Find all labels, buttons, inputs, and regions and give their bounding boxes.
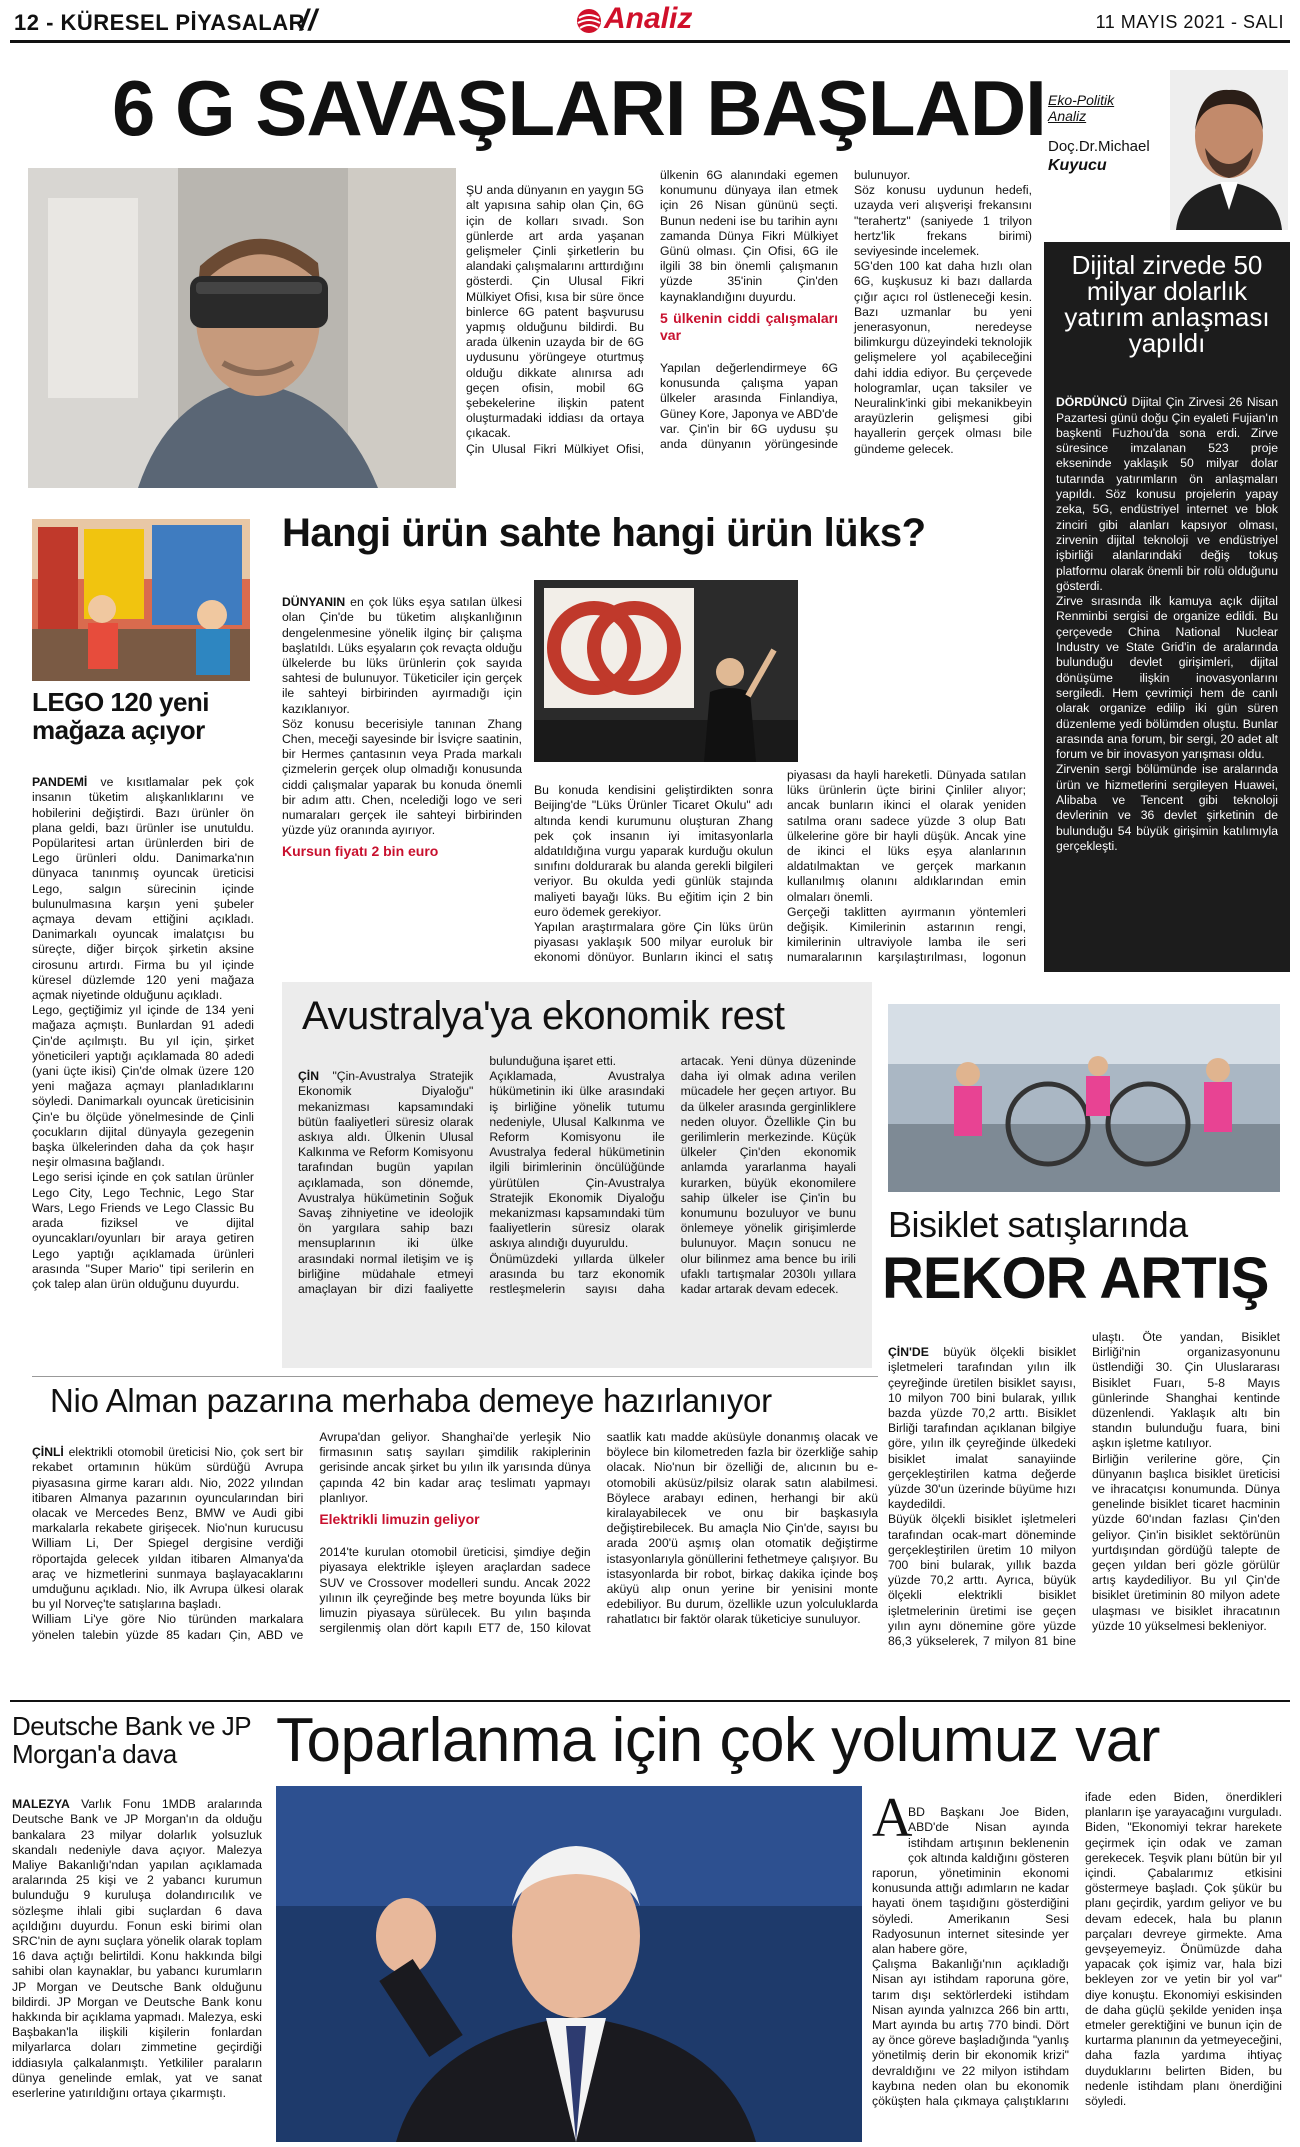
author-box bbox=[1042, 66, 1292, 236]
main-body-part2: Yapılan değerlendirmeye 6G konusunda çalışma yapan ülkeler arasında Finlandiya, Güney Kore, Japonya ve ABD'de var. Çin'in bir 6G uydusu şu anda dünyanın yörüngesinde bulunuyor. Söz konusu uydunun hedefi, uzayda veri alışverişi frekansını "terahertz" (saniyede 1 trilyon hertz'lik frekans birimi) seviyesinde incelemek. 5G'den 100 kat daha hızlı olan 6G, kuşkusuz ki bazı dallarda çığır açıcı rol üstleneceği kesin. Bazı uzmanlar bu yeni jenerasyonun, neredeyse bilimkurgu düzeyindeki teknolojik gelişmelere yol açabileceğini dahi iddia ediyor. Bu çerçevede hologramlar, uçan taksiler ve Neuralink'inki gibi mekanikbeyin arayüzlerin gelişmesi gibi hayallerin gerçek olması bile gündeme gelecek. bbox=[660, 168, 1032, 456]
sahte-body-left bbox=[282, 580, 522, 935]
main-subhead: 5 ülkenin ciddi çalışmaları var bbox=[660, 309, 838, 343]
toparlanma-dropcap: A bbox=[872, 1787, 913, 1849]
lego-store-image bbox=[32, 519, 250, 681]
dijital-lead: DÖRDÜNCÜ bbox=[1056, 395, 1128, 410]
lego-photo bbox=[32, 519, 250, 681]
page-header: 12 - KÜRESEL PİYASALAR // Analiz 11 MAYIS 2021 - SALI bbox=[0, 0, 1300, 44]
sahte-body-text: en çok lüks eşya satılan ülkesi olan Çin'de bu tüketim alışkanlığının dengelenmesine yönelik ilginç bir çalışma başlatıldı. Lüks eşyaların çok revaçta olduğu ülkelerde bu lüks ürünlerin çok sayıda sahtesi de bulunuyor. Tüketiciler için gerçek ile sahteyi birbirinden ayırmadığı için kazıklanıyor. Söz konusu becerisiyle tanınan Zhang Chen, meceği sayesinde bir İsviçre saatinin, bir Hermes çantasının veya Prada markalı çizmelerin gerçek olup olmadığı konusunda ciddi çalışmalar yaparak bu konuda önemli bir adım attı. Chen, ncelediği logo ve seri numaraları gerçek ile sahteyi birbirinden yüzde yüz oranında ayırıyor. bbox=[282, 595, 522, 838]
deutsche-rule-top bbox=[10, 1700, 1290, 1702]
biden-photo bbox=[276, 1786, 862, 2142]
dijital-box bbox=[1044, 242, 1290, 972]
sahte-headline: Hangi ürün sahte hangi ürün lüks? bbox=[282, 511, 926, 555]
deutsche-body bbox=[12, 1782, 262, 2138]
header-rule bbox=[10, 40, 1290, 43]
avustralya-headline: Avustralya'ya ekonomik rest bbox=[302, 994, 785, 1038]
author-photo bbox=[1170, 70, 1288, 230]
lego-headline: LEGO 120 yeni mağaza açıyor bbox=[32, 687, 210, 745]
bicycle-factory-image bbox=[888, 1004, 1280, 1192]
dijital-body-text: Dijital Çin Zirvesi 26 Nisan Pazartesi günü doğu Çin eyaleti Fujian'ın başkenti Fuzhou'da sona erdi. Zirve süresince imzalanan 523 proje ekseninde yaklaşık 50 milyar dolar tutarında yatırımların ön anlaşmaları yapıldı. Söz konusu projelerin yapay zeka, 5G, endüstriyel internet ve blok zinciri gibi alanları kapsıyor olması, zirvenin dijital teknoloji ve endüstriyel işbirliği alanlarındaki değiş tokuş platformu olarak önemli bir rolü olduğunu gösterdi. Zirve sırasında ilk kamuya açık dijital Renminbi sergisi de organize edildi. Bu çerçevede China National Nuclear Industry ve State Grid'in de aralarında bulunduğu devlet girişimleri, dijital dönüşüme ilişkin inovasyonlarını sergiledi. Hem çevrimiçi hem de canlı olarak organize edilip iki gün süren düzenleme yedi bölümden oluştu. Bunlar arasında ana forum, bir sergi, 20 adet alt forum ve bir inovasyon yarışması oldu. Zirvenin sergi bölümünde ise aralarında ürün ve hizmetlerini sergileyen Huawei, Alibaba ve Tencent gibi teknoloji devlerinin ve 36 devlet şirketinin de bulunduğu 54 büyük girişimin katılımıyla gerçekleşti. bbox=[1056, 395, 1278, 853]
avustralya-body bbox=[298, 1054, 856, 1362]
dijital-headline: Dijital zirvede 50 milyar dolarlık yatırım anlaşması yapıldı bbox=[1064, 250, 1270, 358]
main-photo bbox=[28, 168, 456, 488]
vr-headset-man-image bbox=[28, 168, 456, 488]
bisiklet-headline-2: REKOR ARTIŞ bbox=[882, 1246, 1269, 1311]
bisiklet-headline-1: Bisiklet satışlarında bbox=[888, 1204, 1188, 1245]
toparlanma-headline: Toparlanma için çok yolumuz var bbox=[276, 1706, 1160, 1775]
sahte-lead: DÜNYANIN bbox=[282, 595, 346, 610]
nio-lead: ÇİNLİ bbox=[32, 1445, 64, 1460]
deutsche-headline: Deutsche Bank ve JP Morgan'a dava bbox=[12, 1711, 251, 1769]
logo-globe-icon bbox=[576, 8, 602, 34]
bisiklet-body-text: büyük ölçekli bisiklet işletmeleri tarafından yılın ilk çeyreğinde üretilen bisiklet sayısı, 10 milyon 700 bini bularak, yıllık bazda yüzde 70,2 arttı. Bisiklet Birliği tarafından açıklanan bilgiye göre, yılın ilk çeyreğinde ülkedeki bisiklet imalat sanayiinde gerçekleştirilen katma değerde yüzde 30'un üzerinde büyüme hızı kaydedildi. Büyük ölçekli bisiklet işletmeleri tarafından ocak-mart döneminde gerçekleştirilen üretim 10 milyon 700 bini bularak, yıllık bazda yüzde 70,2 arttı. Ayrıca, büyük ölçekli elektrikli bisiklet işletmelerinin üretimi ise geçen yılın aynı dönemine göre yüzde 86,3 yükselerek, 7 milyon 81 bine ulaştı. Öte yandan, Bisiklet Birliği'nin organizasyonunu üstlendiği 30. Çin Uluslararası Bisiklet Fuarı, 5-8 Mayıs günlerinde Shanghai kentinde düzenlendi. Yaklaşık altı bin standın bulunduğu fuara, bini aşkın işletme katılıyor. Birliğin verilerine göre, Çin dünyanın başlıca bisiklet üreticisi ve ihracatçısı konumunda. Dünya genelinde bisiklet ticaret hacminin yüzde 60'ından fazlası Çin'den geliyor. Çin'in bisiklet sektörünün yurtdışından gördüğü talepte de geçen yıldan beri gözle görülür artış kaydediliyor. Bu yıl Çin'de bisiklet üretiminin 80 milyon adete ulaşması ve bisiklet ihracatının yüzde 10 yükselmesi bekleniyor. bbox=[888, 1330, 1280, 1649]
date-label: 11 MAYIS 2021 - SALI bbox=[1095, 12, 1284, 32]
toparlanma-dropcap-spacer bbox=[872, 1805, 908, 1851]
section-slashes: // bbox=[300, 4, 317, 37]
deutsche-body-text: Varlık Fonu 1MDB aralarında Deutsche Bank ve JP Morgan'ın da olduğu bankalara 23 milyar dolarlık yolsuzluk skandalı nedeniyle dava açıyor. Malezya Maliye Bakanlığı'ndan yapılan açıklamada aralarında 25 kişi ve 2 yabancı kurumun bulunduğu 9 kuruluşa dolandırıcılık ve sözleşme ihlali gibi suçlardan 6 dava açıldığını duyurdu. Fonun eski birimi olan SRC'nin de aynı suçlara yönelik olarak toplam 16 dava açtığı belirtildi. Konu hakkında bilgi sahibi olan kaynaklar, bu yabancı kurumların JP Morgan ve Deutsche Bank olduğunu bildirdi. JP Morgan ve Deutsche Bank konu hakkında bir açıklama yapmadı. Malezya, eski Başbakan'la ilişkili kişilerin fonlardan milyarlarca doları zimmetine geçirdiği iddiasıyla çalkalanmıştı. Yetkililer paraların dünya genelinde emlak, yat ve sanat eserlerine yatırıldığını ortaya çıkarmıştı. bbox=[12, 1797, 262, 2101]
main-body-part1: ŞU anda dünyanın en yaygın 5G alt yapısına sahip olan Çin, 6G için de kolları sıvadı. Son günlerde art arda yaşanan gelişmeler Çinli şirketlerin bu alandaki çalışmalarını arttırdığını gösterdi. Çin Ulusal Fikri Mülkiyet Ofisi, kısa bir süre önce binlerce 6G patent başvurusu yapmış olduğunu bildirdi. Bu arada ülkenin uzayda bir de 6G uydusunu yörüngeye oturtmuş olduğu dikkate alınırsa adı geçen ofisin, mobil 6G şebekelerine ilişkin patent oluşturmadaki iddiası da ortaya çıkacak. Çin Ulusal Fikri Mülkiyet Ofisi, ülkenin 6G alanındaki egemen konumunu dünyaya ilan etmek için 26 Nisan gününü seçti. Bunun nedeni ise bu tarihin aynı zamanda Dünya Fikri Mülkiyet Günü olması. Çin Ofisi, 6G ile ilgili 38 bin önemli çalışmanın yüzde 35'inin Çin'den kaynaklandığını duyurdu. bbox=[466, 168, 838, 456]
nio-body-text: elektrikli otomobil üreticisi Nio, çok sert bir rekabet ortamının hüküm sürdüğü Avrupa piyasasına girme kararı aldı. Nio, 2022 yılından itibaren Almanya pazarının oyuncularından biri olacak ve Mercedes Benz, BMW ve Audi gibi markalarla rekabete girişecek. Nio'nun kurucusu William Li, Der Spiegel dergisine verdiği röportajda gelecek yıldan itibaren Almanya'da araç ve hizmetlerini sunmaya başlayacaklarını umduğunu açıkladı. Nio, ilk Avrupa ülkesi olarak bu yıl Norveç'te satışlarına başladı. William Li'ye göre Nio türünden markalara yönelen talebin yüzde 85 kadarı Çin, ABD ve Avrupa'dan geliyor. Shanghai'de yerleşik Nio firmasının satış sayıları şimdilik rakiplerinin gerisinde ancak şirket bu yılın ilk yarısında dünya çapında 42 bin kadar araç teslimatı yapmayı planlıyor. bbox=[32, 1430, 591, 1642]
author-label: Eko-Politik Analiz bbox=[1048, 92, 1115, 124]
nio-body-text2: 2014'te kurulan otomobil üreticisi, şimdiye değin piyasaya elektrikle işleyen araçlardan sadece SUV ve Crossover modelleri sundu. Ancak 2022 yılının ilk çeyreğinde beş metre boyunda lüks bir limuzin piyasaya sürülecek. Bu yılın başında sergilenmiş olan dört kapılı ET7 de, 150 kilovat saatlik katı madde aküsüyle donanmış olacak ve böylece bin kilometreden fazla bir özerkliğe sahip olacak. Nio'nun bir özelliği de, alıcının bu e-otomobili aküsüz/pilsiz olarak satın alabilmesi. Böylece arabayı edinen, herhangi bir akü kiralayabilecek ve onu bir başkasıyla değiştirebilecek. Bu amaçla Nio Çin'de, sayısı bu arada 200'ü aşmış olan otomatik değiştirme istasyonlarıyla gönüllerini fethetmeye çalışıyor. Bu istasyonlarda bir robot, birkaç dakika içinde boş aküyü alıp onun yerine bir yenisini monte edebiliyor. Bu durum, özellikle uzun yolculuklarda rahatlatıcı bir faktör olarak tüketiciye sunuluyor. bbox=[319, 1430, 878, 1636]
lego-lead: PANDEMİ bbox=[32, 775, 88, 790]
nio-subhead: Elektrikli limuzin geliyor bbox=[319, 1511, 480, 1528]
author-surname: Kuyucu bbox=[1048, 157, 1107, 174]
toparlanma-body-text: BD Başkanı Joe Biden, ABD'de Nisan ayında istihdam artışının beklenenin çok altında kaldığını gösteren raporun, yönetiminin ekonomi konusunda attığı adımların ne kadar hayati önem taşıdığını gösterdiğini söyledi. Amerikanın Sesi Radyosunun internet sitesinde yer alan habere göre, Çalışma Bakanlığı'nın açıkladığı Nisan ayı istihdam raporuna göre, tarım dışı sektörlerdeki istihdam Nisan ayında yalnızca 266 bin arttı, Mart ayında bu artış 770 bindi. Dört ay önce göreve başladığında "yanlış yönetilmiş derin bir ekonomik krizi" devraldığını ve 22 milyon istihdam kaybına neden olan bu ekonomik çöküşten hala çıkmaya çalıştıklarını ifade eden Biden, önerdikleri planların işe yarayacağını vurguladı. Biden, "Ekonomiyi tekrar harekete geçirmek için odak ve zaman gerekecek. Teşvik planı bütün bir yıl içindi. Çabalarımız etkisini göstermeye başladı. Çok şükür bu planı geçirdik, yardım geliyor ve bu devam edecek, hala bu planın parçaları devreye girmekte. Ama gevşeyemeyiz. Önümüzde daha yapacak çok işimiz var, hala bizi bekleyen zor ve yetin bir yol var" diye konuştu. Ekonomiyi eskisinden de daha güçlü şekilde yeniden inşa etmeler gerektiğini ve bunun için de kurtarma planının da yetmeyeceğini, daha fazla yardıma ihtiyaç duyduklarını belirten Biden, bu nedenle istihdam planı önerdiğini söyledi. bbox=[872, 1790, 1282, 2109]
sahte-photo bbox=[534, 580, 798, 762]
avustralya-lead: ÇİN bbox=[298, 1069, 319, 1084]
dijital-body bbox=[1056, 380, 1278, 968]
sahte-body-right bbox=[534, 768, 1026, 978]
lego-body-text: ve kısıtlamalar pek çok insanın tüketim alışkanlıklarını ve hobilerini değiştirdi. Bazı ürünler ön plana geldi, bazı ürünler ise unutuldu. Popülaritesi artan ürünlerden biri de Lego ürünleri oldu. Danimarka'nın dünyaca tanınmış oyuncak üreticisi Lego, salgın sürecinin içinde bulunulmasına karşın yeni şubeler açmaya devam ettiğini açıkladı. Danimarkalı oyuncak imalatçısı bu süreçte, diğer birçok şirketin aksine cirosunu artırdı. Firma bu yıl içinde küresel düzlemde 120 yeni mağaza açmak niyetinde olduğunu açıkladı. Lego, geçtiğimiz yıl içinde de 134 yeni mağaza açmıştı. Bunlardan 91 adedi Çin'de açılmıştı. Bu yıl için, şirket yöneticileri yaptığı açıklamada 80 adedi (yani üçte ikisi) Çin'de olmak üzere 120 yeni mağaza açmayı planladıklarını söyledi. Danimarkalı oyuncak üreticisinin Çin'e bu ölçüde yönelmesinde de Çinli çocukların dijital dünyayla gezegenin başka ülkelerinden daha da çok haşır neşir olmasına bağlandı. Lego serisi içinde en çok satılan ürünler Lego City, Lego Technic, Lego Star Wars, Lego Friends ve Lego Classic Bu arada fiziksel ve dijital oyuncakları/oyunları bir araya getiren Lego yaptığı açıklamada ürünleri arasında "Super Mario" tipi serilerin en çok talep alan ürün olduğunu duyurdu. bbox=[32, 775, 254, 1291]
author-name: Doç.Dr.Michael bbox=[1048, 138, 1150, 155]
deutsche-lead: MALEZYA bbox=[12, 1797, 70, 1812]
main-headline: 6 G SAVAŞLARI BAŞLADI bbox=[112, 64, 1046, 152]
biden-speaking-image bbox=[276, 1786, 862, 2142]
avustralya-body-text: "Çin-Avustralya Stratejik Ekonomik Diyaloğu" mekanizması kapsamındaki bütün faaliyetleri süresiz olarak askıya aldı. Ülkenin Ulusal Kalkınma ve Reform Komisyonu tarafından bugün yapılan açıklamada, son dönemde, Avustralya hükümetinin Soğuk Savaş zihniyetine ve ideolojik ön yargılara sahip bazı mensuplarının iki ülke arasındaki normal iletişim ve iş birliğine müdahale etmeyi amaçlayan bir dizi faaliyette bulunduğuna işaret etti. Açıklamada, Avustralya hükümetinin iki ülke arasındaki iş birliğine yönelik tutumu nedeniyle, Ulusal Kalkınma ve Reform Komisyonu ile Avustralya federal hükümetinin ilgili birimlerinin öncülüğünde yürütülen Çin-Avustralya Stratejik Ekonomik Diyaloğu mekanizması kapsamındaki tüm faaliyetlerin süresiz olarak askıya alındığı duyuruldu. Önümüzdeki yıllarda ülkeler arasında bu tarz ekonomik restleşmelerin sayısı daha artacak. Yeni dünya düzeninde daha iyi olmak adına verilen mücadele her geçen artıyor. Bu da ülkeler arasında gerginliklere neden oluyor. Özellikle Çin bu gerilimlerin merkezinde. Küçük ülkeler Çin'den ekonomik anlamda yararlanma hayali kurarken, büyük ekonomilere sahip ülkeler ise Çin'in bu konumunu bozuluyor ve bunu önlemeye yönelik girişimlerde bulunuyor. Maçın sonucu ne olur bilinmez ama bence bu irili ufaklı tartışmalar 2030lı yıllara kadar artarak devam edecek. bbox=[298, 1054, 856, 1297]
bisiklet-lead: ÇİN'DE bbox=[888, 1345, 929, 1360]
chanel-lecture-image bbox=[534, 580, 798, 762]
lego-body bbox=[32, 760, 254, 1364]
bisiklet-body bbox=[888, 1330, 1280, 1688]
bisiklet-photo bbox=[888, 1004, 1280, 1192]
avustralya-box bbox=[282, 982, 872, 1368]
nio-headline: Nio Alman pazarına merhaba demeye hazırlanıyor bbox=[50, 1382, 772, 1419]
sahte-subhead: Kursun fiyatı 2 bin euro bbox=[282, 843, 439, 860]
sahte-body-text2: Bu konuda kendisini geliştirdikten sonra Beijing'de "Lüks Ürünler Ticaret Okulu" adı altında kendi kurumunu oluşturan Zhang pek çok insanın iyi imitasyonlarla aldatıldığına vurgu yaparak kurduğu okulun sınıfını doldurarak bu alanda gerekli bilgileri veriyor. Bu okulda yedi günlük stajında maliyeti bayağı lüks. Bu eğitim için 2 bin euro ödemek gerekiyor. Yapılan araştırmalara göre Çin lüks ürün piyasası yaklaşık 500 milyar euroluk bir ekonomi dönüyor. Bunların ikinci el satış piyasası da hayli hareketli. Dünyada satılan lüks ürünlerin üçte birini Çinliler alıyor; ancak bunların ikinci el olarak yeniden satılma oranı sadece yüzde 3 olup Batı ülkelerine göre bir hayli düşük. Ancak yine de ikinci el lüks eşya alanlarının aldatılmaktan ve gerçek markanın kullanılmış olanını aldıklarından emin olmaları önemli. Gerçeği taklitten ayırmanın yöntemleri değişik. Kimilerinin astarının rengi, kimilerinin ultraviyole lamba ile seri numaralarının karşılaştırılması, logonun bbox=[534, 768, 1026, 965]
section-label: 12 - KÜRESEL PİYASALAR bbox=[14, 10, 305, 35]
nio-body bbox=[32, 1430, 878, 1686]
nio-rule-top bbox=[32, 1376, 878, 1377]
main-body bbox=[466, 168, 1032, 490]
author-portrait-image bbox=[1170, 70, 1288, 230]
toparlanma-body bbox=[872, 1787, 1282, 2140]
